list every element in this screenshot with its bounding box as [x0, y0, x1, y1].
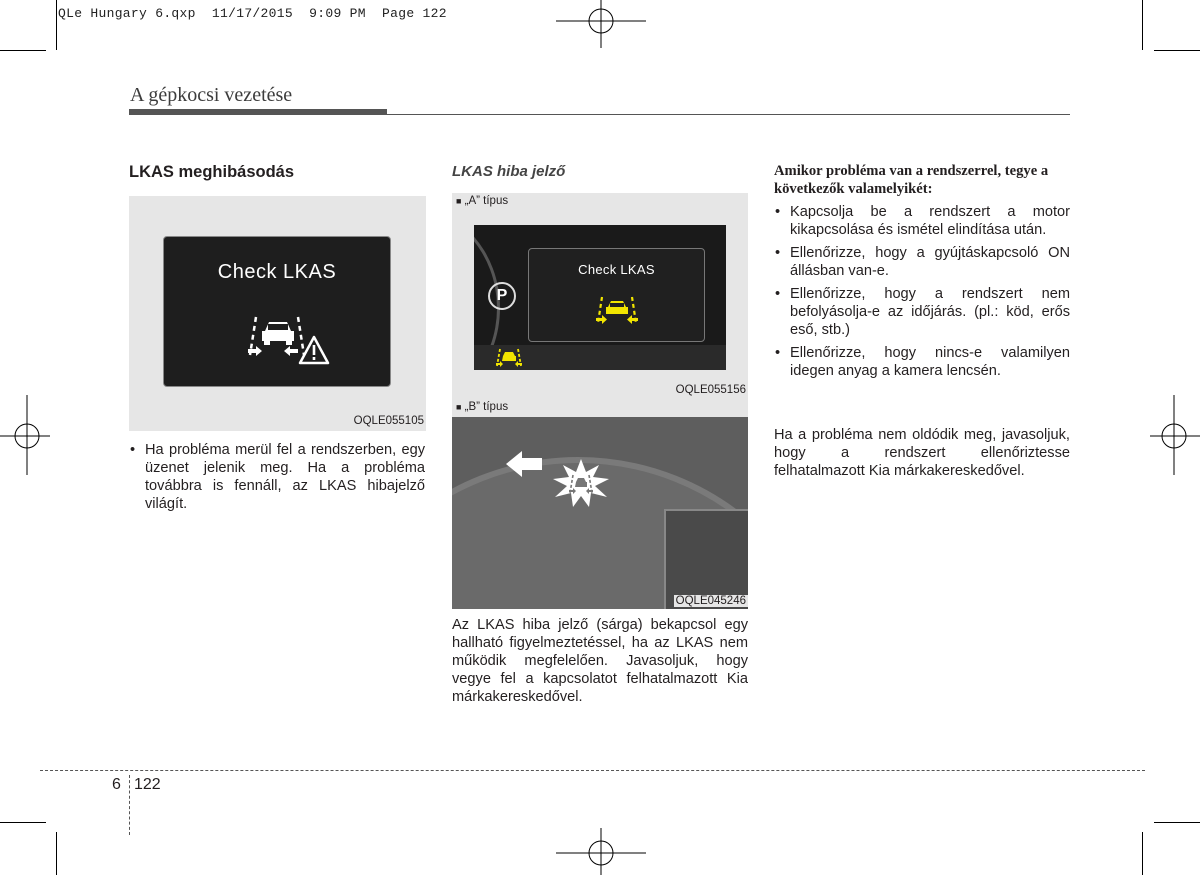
gear-indicator: P [488, 282, 516, 310]
right-closing: Ha a probléma nem oldódik meg, javasoljuk, hogy a rendszert ellenőriztesse felhatalmazott Kia márkakereskedővel. [774, 427, 1070, 479]
slug-line: QLe Hungary 6.qxp 11/17/2015 9:09 PM Page 122 [58, 6, 447, 21]
list-item: • Kapcsolja be a rendszert a motor kikapcsolása és ismétel elindítása után. [774, 203, 1070, 239]
header-rule-dark [129, 109, 387, 115]
registration-mark-right [1150, 395, 1200, 475]
figure-code: OQLE055105 [353, 415, 424, 427]
figure-code: OQLE045246 [675, 595, 746, 607]
footer-rule [40, 770, 1145, 771]
left-bullet-list [129, 441, 425, 518]
type-a-figure [452, 193, 748, 399]
registration-mark-top [556, 0, 646, 50]
check-lkas-figure [129, 196, 426, 431]
cluster-display-a [528, 248, 705, 342]
cluster-display-message: Check LKAS [578, 262, 655, 277]
page-number: 122 [134, 776, 161, 793]
check-lkas-display [163, 236, 391, 387]
list-item: • Ha probléma merül fel a rendszerben, egy üzenet jelenik meg. Ha a probléma továbbra is fennáll, az LKAS hibajelző világít. [129, 441, 425, 513]
cluster-panel-a [474, 225, 726, 370]
registration-mark-bottom [556, 826, 646, 875]
list-item: • Ellenőrizze, hogy a gyújtáskapcsoló ON állásban van-e. [774, 244, 1070, 280]
section-title: A gépkocsi vezetése [130, 84, 293, 106]
type-b-label: ■ „B” típus [456, 401, 509, 413]
figure-code: OQLE055156 [675, 384, 746, 396]
type-a-label: ■ „A” típus [456, 195, 509, 207]
footer-divider [129, 775, 130, 835]
display-message: Check LKAS [217, 261, 337, 283]
type-b-label-text: „B” típus [464, 401, 509, 413]
registration-mark-left [0, 395, 50, 475]
header-rule [387, 114, 1070, 115]
secondary-display [664, 509, 748, 609]
mid-paragraph: Az LKAS hiba jelző (sárga) bekapcsol egy hallható figyelmeztetéssel, ha az LKAS nem működik megfelelően. Javasoljuk, hogy vegye fel a kapcsolatot felhatalmazott Kia márkakereskedővel. [452, 617, 748, 705]
right-intro: Amikor probléma van a rendszerrel, tegye a következők valamelyikét: [774, 163, 1049, 197]
list-item: • Ellenőrizze, hogy nincs-e valamilyen idegen anyag a kamera lencsén. [774, 344, 1070, 380]
lkas-fault-icon [593, 295, 641, 327]
type-a-label-text: „A” típus [464, 195, 509, 207]
lkas-indicator-icon [494, 348, 524, 368]
cluster-panel-b [452, 417, 748, 609]
lkas-glow-icon [549, 459, 613, 509]
list-item: • Ellenőrizze, hogy a rendszert nem befolyásolja-e az időjárás. (pl.: köd, erős eső, stb.) [774, 285, 1070, 339]
right-bullet-list [774, 203, 1070, 385]
left-heading: LKAS meghibásodás [129, 163, 295, 181]
chapter-number: 6 [112, 776, 121, 793]
mid-heading: LKAS hiba jelző [452, 163, 566, 180]
arrow-left-icon [504, 449, 544, 479]
type-b-figure [452, 399, 748, 609]
lkas-warning-icon [240, 313, 330, 365]
